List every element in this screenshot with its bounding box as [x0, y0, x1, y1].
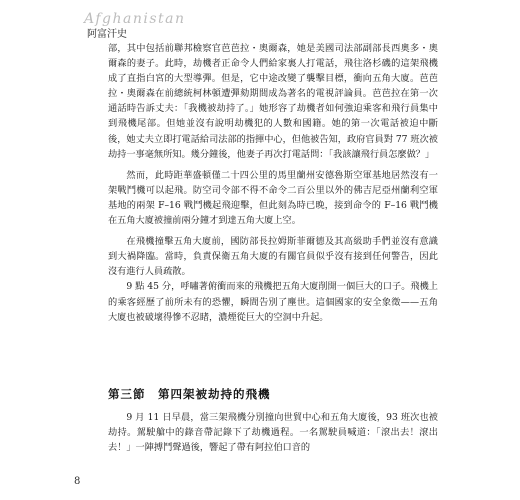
running-header-title: 阿富汗史 — [87, 29, 127, 40]
section-paragraph: 9 月 11 日早晨，當三架飛機分別撞向世貿中心和五角大廈後，93 班次也被劫持。駕駛艙中的錄音帶記錄下了劫機過程。一名駕駛員喊道：「滾出去！滾出去！」一陣搏鬥聲過後，響起了帶有阿拉伯口音的 — [108, 412, 438, 454]
page-number: 8 — [74, 476, 81, 487]
paragraph-1: 部，其中包括前聯邦檢察官芭芭拉・奧爾森，她是美國司法部副部長西奧多・奧爾森的妻子。此時，劫機者正命令人們給家裏人打電話，飛往洛杉磯的這架飛機成了直指白宮的大型導彈。但是，它中途改變了襲擊目標，衝向五角大廈。芭芭拉・奧爾森在前總統柯林頓遭彈劾期間成為著名的電視評論員。芭芭拉在第一次通話時告訴丈夫：「我機被劫持了。」她形容了劫機者如何強迫乘客和飛行員集中到飛機尾部。但她並沒有說明劫機犯的人數和國籍。她的第一次電話被迫中斷後，她丈夫立即打電話給司法部的指揮中心，但他被告知，政府官員對 77 班次被劫持一事毫無所知。幾分鐘後，他妻子再次打電話問：「我該讓飛行員怎麼做？」 — [108, 43, 438, 160]
paragraph-3: 在飛機撞擊五角大廈前，國防部長拉姆斯菲爾德及其高級助手們並沒有意識到大禍降臨。當時，負責保衛五角大廈的有關官員似乎沒有接到任何警告，因此沒有進行人員疏散。 — [108, 236, 438, 278]
body-text — [108, 41, 438, 325]
section-heading: 第三節 第四架被劫持的飛機 — [108, 387, 271, 401]
paragraph-4: 9 點 45 分，呼嘯著俯衝而來的飛機把五角大廈削開一個巨大的口子。飛機上的乘客經歷了前所未有的恐懼，瞬間告別了塵世。這個國家的安全象徵——五角大廈也被破壞得慘不忍睹，濃煙從巨大的空洞中升起。 — [108, 281, 438, 323]
paragraph-2: 然而，此時距華盛頓僅二十四公里的馬里蘭州安德魯斯空軍基地居然沒有一架戰鬥機可以起飛。防空司令部不得不命令二百公里以外的佛吉尼亞州蘭利空軍基地的兩架 F–16 戰鬥機起飛迎擊，但此刻為時已晚，接到命令的 F–16 戰鬥機在五角大廈被撞前兩分鐘才到達五角大廈上空。 — [108, 169, 438, 227]
header-logo: Afghanistan — [84, 11, 186, 27]
section-body — [108, 410, 438, 455]
